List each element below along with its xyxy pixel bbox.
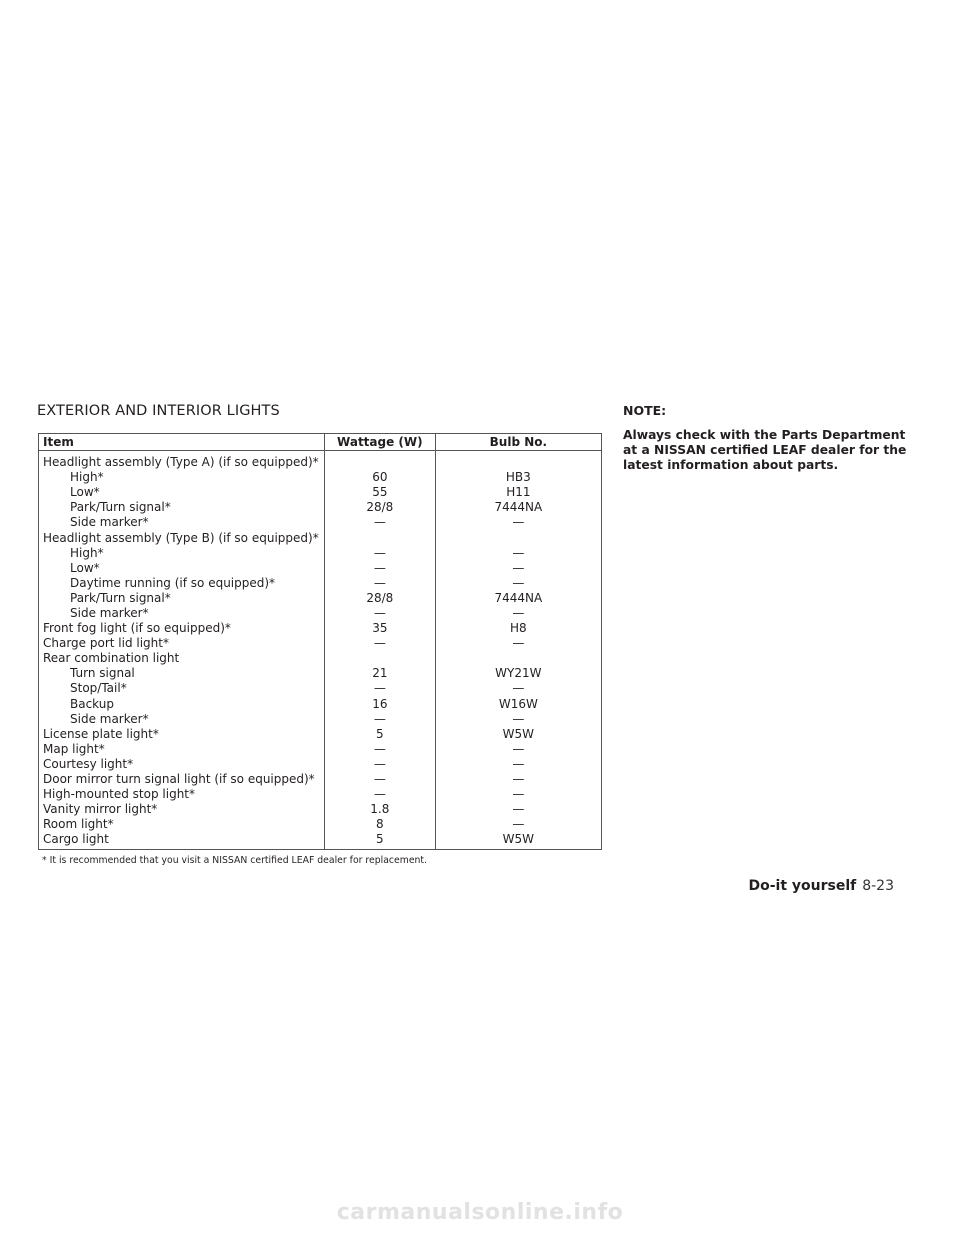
item-cell: Door mirror turn signal light (if so equipped)* <box>43 772 315 787</box>
table-row <box>39 606 602 621</box>
bulb-cell: — <box>435 787 601 802</box>
wattage-cell <box>324 530 435 545</box>
item-cell: Courtesy light* <box>43 756 134 771</box>
page-footer <box>748 878 894 894</box>
item-cell: Daytime running (if so equipped)* <box>70 575 276 590</box>
item-cell: Front fog light (if so equipped)* <box>43 621 231 636</box>
bulb-cell: — <box>435 606 601 621</box>
item-cell: Park/Turn signal* <box>70 590 171 605</box>
table-row <box>39 772 602 787</box>
lights-table <box>38 433 602 850</box>
table-row <box>39 546 602 561</box>
wattage-cell <box>324 651 435 666</box>
section-title: EXTERIOR AND INTERIOR LIGHTS <box>37 403 280 419</box>
item-cell: Rear combination light <box>43 651 180 666</box>
table-row <box>39 470 602 485</box>
table-row <box>39 727 602 742</box>
table-row <box>39 802 602 817</box>
bulb-cell: — <box>435 561 601 576</box>
wattage-cell: — <box>324 712 435 727</box>
item-cell: High* <box>70 470 104 485</box>
item-cell: Stop/Tail* <box>70 681 127 696</box>
bulb-cell <box>435 451 601 471</box>
item-cell: Headlight assembly (Type B) (if so equipped)* <box>43 530 319 545</box>
wattage-cell: 60 <box>324 470 435 485</box>
header-wattage: Wattage (W) <box>324 434 435 451</box>
item-cell: Map light* <box>43 741 105 756</box>
item-cell: Low* <box>70 560 100 575</box>
bulb-cell: — <box>435 546 601 561</box>
wattage-cell: — <box>324 546 435 561</box>
table-row <box>39 500 602 515</box>
bulb-cell <box>435 651 601 666</box>
item-cell: Side marker* <box>70 605 149 620</box>
item-cell: License plate light* <box>43 726 159 741</box>
table-header-row <box>39 434 602 451</box>
item-cell: Vanity mirror light* <box>43 802 158 817</box>
item-cell: Park/Turn signal* <box>70 500 171 515</box>
header-bulb-no: Bulb No. <box>435 434 601 451</box>
table-row <box>39 530 602 545</box>
item-cell: Cargo light <box>43 832 109 847</box>
item-cell: Low* <box>70 485 100 500</box>
item-cell: Side marker* <box>70 515 149 530</box>
table-row <box>39 515 602 530</box>
item-cell: Charge port lid light* <box>43 636 169 651</box>
wattage-cell: — <box>324 606 435 621</box>
watermark: carmanualsonline.info <box>336 1200 624 1225</box>
wattage-cell: — <box>324 772 435 787</box>
table-row <box>39 742 602 757</box>
wattage-cell: — <box>324 742 435 757</box>
table-row <box>39 636 602 651</box>
bulb-cell <box>435 530 601 545</box>
bulb-cell: 7444NA <box>435 591 601 606</box>
wattage-cell: 5 <box>324 832 435 850</box>
wattage-cell: — <box>324 757 435 772</box>
item-cell: Room light* <box>43 817 114 832</box>
item-cell: High* <box>70 545 104 560</box>
table-row <box>39 561 602 576</box>
table-row <box>39 485 602 500</box>
note-body: Always check with the Parts Department at a NISSAN certified LEAF dealer for the latest information about parts. <box>623 428 907 472</box>
item-cell: Backup <box>70 696 114 711</box>
header-item: Item <box>39 434 325 451</box>
table-row <box>39 651 602 666</box>
bulb-cell: W5W <box>435 832 601 850</box>
table-row <box>39 817 602 832</box>
table-row <box>39 591 602 606</box>
table-row <box>39 621 602 636</box>
note-heading: NOTE: <box>623 403 667 418</box>
bulb-cell: — <box>435 681 601 696</box>
wattage-cell: — <box>324 681 435 696</box>
bulb-cell: HB3 <box>435 470 601 485</box>
item-cell: Headlight assembly (Type A) (if so equipped)* <box>43 455 319 470</box>
wattage-cell: 55 <box>324 485 435 500</box>
bulb-cell: WY21W <box>435 666 601 681</box>
wattage-cell: — <box>324 515 435 530</box>
table-row <box>39 576 602 591</box>
bulb-cell: — <box>435 802 601 817</box>
table-row <box>39 451 602 471</box>
page-number: 8-23 <box>862 878 894 894</box>
wattage-cell: — <box>324 787 435 802</box>
bulb-cell: — <box>435 772 601 787</box>
wattage-cell: 35 <box>324 621 435 636</box>
table-row <box>39 712 602 727</box>
table-row <box>39 681 602 696</box>
wattage-cell: 21 <box>324 666 435 681</box>
bulb-cell: 7444NA <box>435 500 601 515</box>
bulb-cell: — <box>435 636 601 651</box>
table-row <box>39 757 602 772</box>
wattage-cell: 28/8 <box>324 591 435 606</box>
table-row <box>39 697 602 712</box>
table-row <box>39 832 602 850</box>
wattage-cell: — <box>324 636 435 651</box>
wattage-cell <box>324 451 435 471</box>
bulb-cell: — <box>435 712 601 727</box>
bulb-cell: H8 <box>435 621 601 636</box>
table-footnote: * It is recommended that you visit a NISSAN certified LEAF dealer for replacement. <box>42 855 428 866</box>
bulb-cell: — <box>435 515 601 530</box>
wattage-cell: 5 <box>324 727 435 742</box>
bulb-cell: — <box>435 757 601 772</box>
wattage-cell: 1.8 <box>324 802 435 817</box>
wattage-cell: — <box>324 561 435 576</box>
item-cell: Turn signal <box>70 666 135 681</box>
footer-section: Do-it yourself <box>748 878 857 894</box>
bulb-cell: H11 <box>435 485 601 500</box>
table-row <box>39 666 602 681</box>
bulb-cell: — <box>435 817 601 832</box>
wattage-cell: 16 <box>324 697 435 712</box>
bulb-cell: W5W <box>435 727 601 742</box>
item-cell: Side marker* <box>70 711 149 726</box>
bulb-cell: — <box>435 742 601 757</box>
item-cell: High-mounted stop light* <box>43 787 195 802</box>
bulb-cell: — <box>435 576 601 591</box>
wattage-cell: 28/8 <box>324 500 435 515</box>
wattage-cell: — <box>324 576 435 591</box>
bulb-cell: W16W <box>435 697 601 712</box>
wattage-cell: 8 <box>324 817 435 832</box>
table-row <box>39 787 602 802</box>
